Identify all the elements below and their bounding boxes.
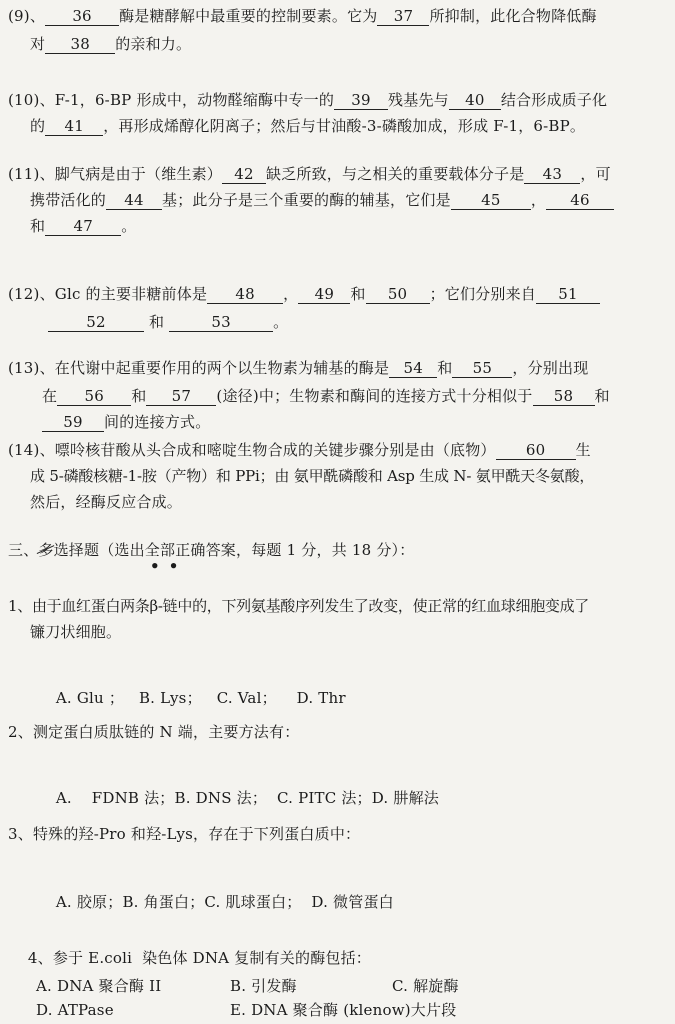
q11-text-4: 携带活化的 <box>30 191 107 209</box>
section-3-prefix: 三、 <box>8 541 39 559</box>
q11-line-2 <box>30 190 669 210</box>
blank-38: 38 <box>45 36 115 54</box>
mc2-question <box>8 722 669 742</box>
blank-40: 40 <box>449 92 501 110</box>
q9-line-1 <box>8 6 669 26</box>
blank-57: 57 <box>146 388 216 406</box>
pen-marks: • • <box>150 557 181 575</box>
q13-line-1 <box>8 358 669 378</box>
q12-line-1 <box>8 284 669 304</box>
q9-number: (9)、 <box>8 7 46 25</box>
blank-58: 58 <box>533 388 595 406</box>
mc4-option-e: E. DNA 聚合酶 (klenow)大片段 <box>230 1001 457 1019</box>
mc3-options <box>36 872 669 932</box>
q9-text-2: 所抑制，此化合物降低酶 <box>429 7 597 25</box>
q14-line-2 <box>30 466 669 486</box>
mc2-options-text: A. FDNB 法；B. DNS 法； C. PITC 法；D. 肼解法 <box>55 789 439 807</box>
q11-text-6: ， <box>530 191 547 209</box>
q13-text-3: ，分别出现 <box>512 359 589 377</box>
q10-text-2: 残基先与 <box>388 91 449 109</box>
mc4-option-a: A. DNA 聚合酶 II <box>36 977 162 995</box>
q11-text-8: 。 <box>121 217 137 235</box>
mc1-options <box>36 668 669 728</box>
q13-line-2 <box>42 386 669 406</box>
blank-56: 56 <box>57 388 131 406</box>
blank-54: 54 <box>389 360 437 378</box>
q9-text-4: 的亲和力。 <box>115 35 192 53</box>
blank-52: 52 <box>48 314 144 332</box>
blank-43: 43 <box>524 166 580 184</box>
q10-text-3: 结合形成质子化 <box>500 91 608 109</box>
mc3-question-text: 3、特殊的羟-Pro 和羟-Lys，存在于下列蛋白质中： <box>8 825 361 843</box>
q10-text-1: F-1，6-BP 形成中，动物醛缩酶中专一的 <box>54 91 335 109</box>
q12-text-1: Glc 的主要非糖前体是 <box>54 285 208 303</box>
q14-text-4: 然后，经酶反应合成。 <box>30 493 183 511</box>
q13-text-1: 在代谢中起重要作用的两个以生物素为辅基的酶是 <box>54 359 390 377</box>
q11-text-1: 脚气病是由于（维生素） <box>54 165 222 183</box>
q13-number: (13)、 <box>8 359 55 377</box>
blank-59: 59 <box>42 414 104 432</box>
blank-49: 49 <box>298 286 350 304</box>
blank-47: 47 <box>45 218 121 236</box>
q12-text-2: ， <box>283 285 299 303</box>
blank-53: 53 <box>169 314 273 332</box>
q12-text-4: ；它们分别来自 <box>429 285 536 303</box>
mc1-question-b: 镰刀状细胞。 <box>30 623 122 641</box>
q12-text-6: 。 <box>273 313 289 331</box>
section-3-struck-char: 多 <box>38 541 54 559</box>
q11-text-7: 和 <box>30 217 46 235</box>
mc4-question-text: 4、参于 E.coli 染色体 DNA 复制有关的酶包括： <box>27 949 371 967</box>
mc2-options <box>36 768 669 828</box>
blank-41: 41 <box>45 118 103 136</box>
q9-text-1: 酶是糖酵解中最重要的控制要素。它为 <box>119 7 378 25</box>
q13-text-6: (途径)中；生物素和酶间的连接方式十分相似于 <box>216 387 533 405</box>
mc2-question-text: 2、测定蛋白质肽链的 N 端，主要方法有： <box>8 723 300 741</box>
mc3-options-text: A. 胶原；B. 角蛋白；C. 肌球蛋白； D. 微管蛋白 <box>55 893 394 911</box>
blank-48: 48 <box>207 286 283 304</box>
q13-text-5: 和 <box>131 387 147 405</box>
blank-51: 51 <box>536 286 600 304</box>
q10-text-5: ，再形成烯醇化阴离子；然后与甘油酸-3-磷酸加成，形成 F-1，6-BP。 <box>103 117 586 135</box>
section-3-title: 选择题（选出全部正确答案，每题 1 分，共 18 分）： <box>53 541 415 559</box>
q11-line-1 <box>8 164 669 184</box>
mc4-option-b: B. 引发酶 <box>230 977 297 995</box>
blank-46: 46 <box>546 192 614 210</box>
blank-60: 60 <box>496 442 576 460</box>
q10-text-4: 的 <box>30 117 46 135</box>
mc1-question-line-1 <box>8 596 669 616</box>
blank-55: 55 <box>452 360 512 378</box>
mc3-question <box>8 824 669 844</box>
q11-text-5: 基；此分子是三个重要的酶的辅基，它们是 <box>162 191 451 209</box>
q12-text-5: 和 <box>148 313 165 331</box>
blank-42: 42 <box>222 166 266 184</box>
mc4-option-d: D. ATPase <box>36 1001 114 1019</box>
mc4-option-c: C. 解旋酶 <box>392 977 459 995</box>
q14-line-1 <box>8 440 669 460</box>
q12-text-3: 和 <box>350 285 366 303</box>
mc1-question-a: 1、由于血红蛋白两条β-链中的，下列氨基酸序列发生了改变，使正常的红血球细胞变成了 <box>8 597 589 615</box>
q9-text-3: 对 <box>30 35 46 53</box>
q11-line-3 <box>30 216 669 236</box>
blank-37: 37 <box>377 8 429 26</box>
blank-36: 36 <box>45 8 119 26</box>
q13-text-4: 在 <box>42 387 58 405</box>
blank-45: 45 <box>451 192 531 210</box>
q10-line-2 <box>30 116 669 136</box>
q10-number: (10)、 <box>8 91 55 109</box>
q14-text-3: 成 5-磷酸核糖-1-胺（产物）和 PPi；由 氨甲酰磷酸和 Asp 生成 N- 氨甲酰天冬氨酸， <box>30 467 595 485</box>
q11-text-2: 缺乏所致，与之相关的重要载体分子是 <box>266 165 525 183</box>
q13-text-7: 和 <box>594 387 610 405</box>
blank-44: 44 <box>106 192 162 210</box>
q11-number: (11)、 <box>8 165 55 183</box>
q14-text-1: 嘌呤核苷酸从头合成和嘧啶生物合成的关键步骤分别是由（底物） <box>54 441 496 459</box>
q9-line-2 <box>30 34 669 54</box>
mc1-options-text: A. Glu ； B. Lys； C. Val； D. Thr <box>55 689 346 707</box>
q13-line-3 <box>42 412 669 432</box>
q14-number: (14)、 <box>8 441 55 459</box>
blank-39: 39 <box>334 92 388 110</box>
blank-50: 50 <box>366 286 430 304</box>
mc1-question-line-2 <box>30 622 669 642</box>
q10-line-1 <box>8 90 669 110</box>
q14-line-3 <box>30 492 669 512</box>
q13-text-8: 间的连接方式。 <box>104 413 211 431</box>
q11-text-3: ，可 <box>580 165 611 183</box>
q12-number: (12)、 <box>8 285 55 303</box>
q14-text-2: 生 <box>575 441 591 459</box>
q12-line-2 <box>48 312 669 332</box>
q13-text-2: 和 <box>437 359 453 377</box>
